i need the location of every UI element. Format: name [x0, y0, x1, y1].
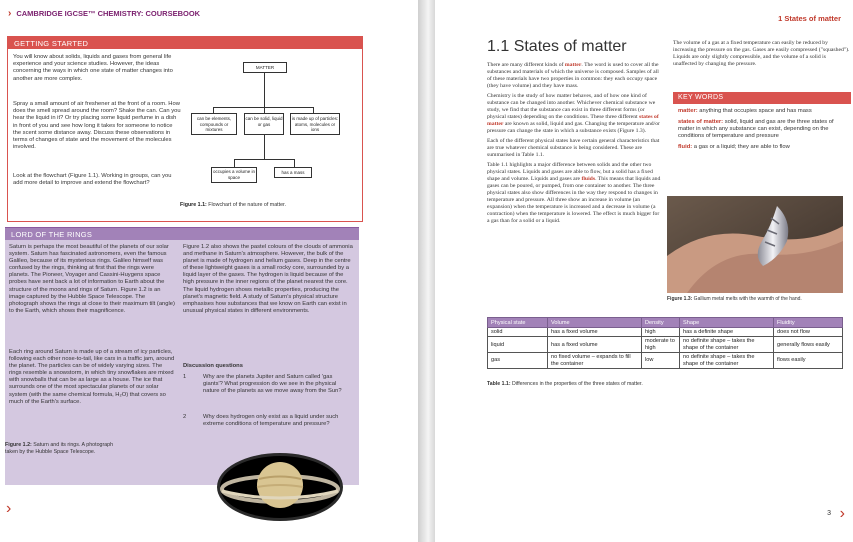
table-cell: no definite shape – takes the shape of the container: [680, 353, 774, 369]
flowchart-particles: is made up of particles: atoms, molecules or ions: [290, 113, 340, 135]
table-cell: has a definite shape: [680, 328, 774, 337]
table-header-row: [488, 318, 843, 328]
key-word-matter: [678, 108, 846, 115]
page-number: 3: [827, 510, 831, 517]
section-title: 1.1 States of matter: [487, 38, 627, 55]
next-page-icon[interactable]: ›: [839, 505, 845, 522]
right-page: [435, 0, 853, 542]
flowchart-matter: MATTER: [243, 62, 287, 73]
table-cell: moderate to high: [642, 337, 680, 353]
table-cell: no definite shape – takes the shape of the container: [680, 337, 774, 353]
table-cell: has a fixed volume: [548, 337, 642, 353]
caption-label: Figure 1.1:: [180, 202, 207, 208]
question-number: 1: [183, 374, 187, 380]
section-para-5: The volume of a gas at a fixed temperature can easily be reduced by increasing the pressure on the gas. Gases are easily compressed ("squashed"). Liquids are only slightly compressible, and the volume of a solid is unaffected by changing the pressure.: [673, 40, 850, 67]
column-header: Shape: [680, 318, 774, 328]
table-cell: gas: [488, 353, 548, 369]
flowchart-connector: [294, 159, 295, 167]
column-header: Fluidity: [774, 318, 843, 328]
flowchart-mass: has a mass: [274, 167, 312, 178]
section-para-1: [487, 62, 663, 90]
section-para-2: [487, 93, 663, 135]
key-word-definition: a gas or a liquid; they are able to flow: [692, 144, 790, 150]
discussion-questions-heading: Discussion questions: [183, 363, 243, 369]
flowchart-elements: can be elements, compounds or mixtures: [191, 113, 237, 135]
question-text: Why are the planets Jupiter and Saturn called 'gas giants'? What progression do we see in the physical nature of the planets as we move away from the Sun?: [203, 374, 342, 395]
table-1-1-caption: [487, 381, 643, 387]
getting-started-para-1: You will know about solids, liquids and gases from general life experience and your science studies. However, the ideas concerning the ways in which one state of matter changes into another are more complex.: [13, 54, 173, 82]
question-number: 2: [183, 414, 187, 420]
table-cell: has a fixed volume: [548, 328, 642, 337]
table-cell: generally flows easily: [774, 337, 843, 353]
section-column-1: [487, 62, 663, 225]
figure-1-3-caption: [667, 296, 802, 302]
saturn-para-2: Each ring around Saturn is made up of a stream of icy particles, following each other nose-to-tail, like cars in a traffic jam, around the planet. The particles can be of widely varying sizes. The rings resemble a snowstorm, in which tiny snowflakes are mixed with snowballs that can be as large as a house. The ice that surrounds one of the most spectacular planets of our solar system (with the same chemical formula, H₂O) that covers so much of the Earth's surface.: [9, 349, 175, 405]
flowchart-connector: [234, 159, 235, 167]
caption-label: Table 1.1:: [487, 381, 511, 387]
saturn-image: [215, 441, 345, 533]
key-words-panel: [673, 92, 851, 192]
section-para-4: [487, 162, 663, 225]
table-cell: no fixed volume – expands to fill the container: [548, 353, 642, 369]
saturn-para-1: Saturn is perhaps the most beautiful of the planets of our solar system. Saturn has fascinated astronomers, even the famous Galileo, because of its mysterious rings. Galileo himself was confused by the rings, thinking at first that the rings were planets. The Pioneer, Voyager and Cassini-Huygens space probes have sent back a lot of information to Earth about the structure of the moons and rings of Saturn. Figure 1.2 is an image captured by the Hubble Space Telescope. The photograph shows the rings at close to their maximum tilt (angle) to the Earth, which shows their magnificence.: [9, 244, 175, 314]
flowchart-connector: [264, 135, 265, 159]
question-2: [183, 414, 353, 428]
table-row: [488, 328, 843, 337]
table-cell: high: [642, 328, 680, 337]
table-cell: does not flow: [774, 328, 843, 337]
saturn-para-3: Figure 1.2 also shows the pastel colours of the clouds of ammonia and methane in Saturn's atmosphere. However, the bulk of the planet is made of hydrogen and helium gases. Deep in the centre of these lightweight gases is a small rocky core, surrounded by a liquid layer of the gases. The hydrogen is liquid because of the high pressure in the inner regions of the planet nearest the core. The liquid hydrogen shows metallic properties, producing the planet's magnetic field. A study of Saturn's physical structure emphasises how substances that we know on Earth can exist in unusual physical states in different environments.: [183, 244, 353, 314]
text-run: Chemistry is the study of how matter behaves, and of how one kind of substance can be changed into another. Whichever chemical substance we study, we find that the substance can exist in three different forms (or physical states) depending on the conditions. These three different: [487, 93, 656, 120]
left-page: [0, 0, 418, 542]
key-word-states-of-matter: [678, 119, 846, 140]
table-cell: flows easily: [774, 353, 843, 369]
key-word-term: fluid:: [678, 144, 693, 150]
column-header: Volume: [548, 318, 642, 328]
caption-label: Figure 1.2:: [5, 442, 32, 448]
getting-started-panel: [7, 36, 363, 222]
text-run: are known as solid, liquid and gas. Changing the temperature and/or pressure can change the state in which a substance exists (Figure 1.3).: [487, 121, 660, 134]
table-cell: solid: [488, 328, 548, 337]
flowchart-connector: [213, 107, 313, 108]
figure-1-2-caption: [5, 442, 117, 455]
table-row: [488, 353, 843, 369]
caption-text: Gallium metal melts with the warmth of the hand.: [692, 296, 802, 302]
flowchart-connector: [264, 73, 265, 107]
section-column-2: [673, 40, 851, 68]
table-cell: low: [642, 353, 680, 369]
key-words-heading: KEY WORDS: [673, 92, 851, 104]
key-word-fluid: [678, 144, 846, 151]
text-run: . This means that liquids and gases can be poured, or pumped, from one container to another. The three physical states also show differences in the way they respond to changes in temperature and pressure. All three show an increase in volume (an expansion) when the temperature is increased and a decrease in volume (a contraction) when the temperature is lowered. The effect is much bigger for a gas than for a solid or a liquid.: [487, 176, 661, 224]
key-word-term: states of matter:: [678, 119, 724, 125]
caption-text: Differences in the properties of the three states of matter.: [510, 381, 643, 387]
flowchart-states: can be solid, liquid or gas: [244, 113, 284, 135]
table-row: [488, 337, 843, 353]
section-para-3: Each of the different physical states have certain general characteristics that are true whatever chemical substance is being considered. These are summarised in Table 1.1.: [487, 138, 660, 158]
key-term-states-of-matter: states of matter: [487, 114, 659, 127]
key-word-definition: solid, liquid and gas are the three states of matter in which any substance can exist, depending on the conditions of temperature and pressure: [678, 119, 834, 139]
column-header: Density: [642, 318, 680, 328]
getting-started-para-2: Spray a small amount of air freshener at the front of a room. How does the smell spread around the room? Shake the can. Can you hear the liquid in it? Or try placing some liquid perfume in a dish in front of you and see how long it takes for someone to notice the scent some distance away. Discuss these observations in terms of changes of state and the movement of the molecules involved.: [13, 101, 181, 151]
states-properties-table: [487, 317, 843, 369]
caption-label: Figure 1.3:: [667, 296, 693, 302]
chapter-header: 1 States of matter: [778, 14, 841, 23]
chevron-right-icon: ›: [8, 8, 12, 19]
column-header: Physical state: [488, 318, 548, 328]
book-title: CAMBRIDGE IGCSE™ CHEMISTRY: COURSEBOOK: [16, 9, 201, 18]
gallium-photo: [667, 196, 843, 293]
text-run: Table 1.1 highlights a major difference between solids and the other two physical states. Liquids and gases are able to flow, but a solid has a fixed shape and volume. Liquids and gases are: [487, 162, 653, 182]
text-run: There are many different kinds of: [487, 62, 565, 68]
flowchart-volume: occupies a volume in space: [211, 167, 257, 183]
book-gutter: [418, 0, 435, 542]
book-header: [8, 8, 200, 19]
key-word-definition: anything that occupies space and has mass: [697, 108, 812, 114]
getting-started-heading: GETTING STARTED: [8, 37, 362, 49]
key-term-matter: matter: [564, 62, 582, 68]
text-run: . The word is used to cover all the substances and materials of which the universe is composed. Samples of all of these materials have two properties in common: they each occupy space (they have volume) and they have mass.: [487, 62, 659, 89]
caption-text: Flowchart of the nature of matter.: [206, 202, 286, 208]
caption-text: Saturn and its rings. A photograph taken by the Hubble Space Telescope.: [5, 442, 114, 455]
previous-page-icon[interactable]: ›: [6, 500, 12, 517]
question-text: Why does hydrogen only exist as a liquid under such extreme conditions of temperature and pressure?: [203, 414, 339, 428]
key-term-fluids: fluids: [581, 176, 596, 182]
getting-started-para-3: Look at the flowchart (Figure 1.1). Working in groups, can you add more detail to improve and extend the flowchart?: [13, 173, 172, 187]
table-cell: liquid: [488, 337, 548, 353]
key-word-term: matter:: [678, 108, 698, 114]
question-1: [183, 374, 353, 395]
flowchart-connector: [234, 159, 294, 160]
lord-of-the-rings-heading: LORD OF THE RINGS: [5, 228, 359, 240]
figure-1-1-caption: [180, 202, 286, 208]
